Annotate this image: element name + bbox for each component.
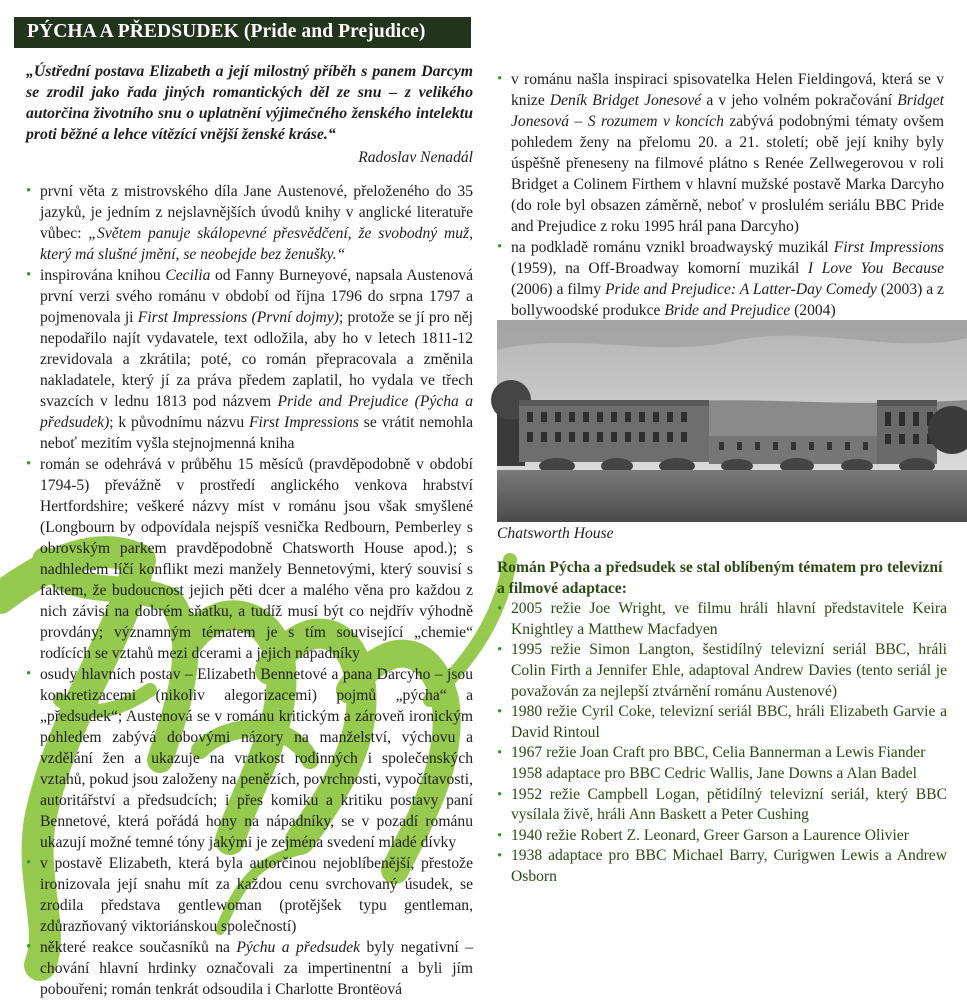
list-item bbox=[26, 181, 473, 265]
page-title: PÝCHA A PŘEDSUDEK (Pride and Prejudice) bbox=[14, 17, 471, 48]
right-bullet-list bbox=[497, 69, 944, 321]
text-italic: „Světem panuje skálopevné přesvědčení, že svobodný muž, který má slušné jmění, se neobejde bez ženušky.“ bbox=[40, 225, 473, 263]
text: (2004) bbox=[790, 302, 836, 319]
intro-quote: „Ústřední postava Elizabeth a její milostný příběh s panem Darcym se zrodil jako řada jiných romantických děl ze snu – z velikého autorčina životního snu o uplatnění výjimečného ženského intelektu proti běžné a lehce vítězící vnější ženské kráse.“ bbox=[26, 63, 473, 143]
text: v postavě Elizabeth, která byla autorčinou nejoblíbenější, přestože ironizovala její snahu mít za každou cenu svrchovaný úsudek, se zrodila představa gentlewoman (protějšek typu gentleman, zdůrazňovaný viktoriánskou společností) bbox=[40, 855, 473, 935]
text: zabývá podobnými tématy ovšem pohledem ženy na přelomu 20. a 21. století; obě její knihy byly úspěšně přeneseny na filmové plátno s Renée Zellwegerovou v roli Bridget a Colinem Firthem v hlavní mužské postavě Marka Darcyho (do role byl obsazen záměrně, neboť v proslulém seriálu BBC Pride and Prejudice z roku 1995 hrál pana Darcyho) bbox=[511, 113, 945, 235]
text: některé reakce současníků na bbox=[40, 939, 237, 956]
list-item: • 1938 adaptace pro BBC Michael Barry, Curigwen Lewis a Andrew Osborn bbox=[497, 846, 947, 887]
list-item bbox=[26, 937, 473, 1000]
text: (2006) a filmy bbox=[511, 281, 605, 298]
photo-caption: Chatsworth House bbox=[497, 525, 614, 542]
text: od Fanny Burneyové, napsala Austenová první verzi svého románu v období od října 1796 do srpna 1797 a pojmenovala ji bbox=[40, 267, 473, 326]
text: (2003) a z bollywoodské produkce bbox=[511, 281, 944, 319]
list-item bbox=[26, 853, 473, 937]
text: román se odehrává v průběhu 15 měsíců (pravděpodobně v období 1794-5) převážně v prostředí anglického venkova hrabství Hertfordshire; veškeré názvy míst v románu jsou však smyšlené (Longbourn by odpovídala nejspíš vesnička Redbourn, Pemberley s obrovským parkem pravděpodobně Chatsworth House apod.); s nadhledem líčí konflikt mezi manžely Bennetovými, který souvisí s faktem, že budoucnost jejich pěti dcer a malého věna pro každou z nich závisí na dobrém sňatku, a tudíž musí být co nejdřív výhodně provdány; významným tématem je s tím související „chemie“ rodících se vztahů mezi dcerami a jejich nápadníky bbox=[40, 456, 473, 662]
text: na podkladě románu vznikl broadwayský muzikál bbox=[511, 239, 834, 256]
text: v románu našla inspiraci spisovatelka Helen Fieldingová, která se v knize bbox=[511, 71, 944, 109]
text: inspirována knihou bbox=[40, 267, 166, 284]
list-item: • 1995 režie Simon Langton, šestidílný televizní seriál BBC, hráli Colin Firth a Jennifer Ehle, adaptoval Andrew Davies (tento seriál je považován za nejlepší ztvárnění románu Austenové) bbox=[497, 640, 947, 702]
text: ; k původnímu názvu bbox=[109, 414, 249, 431]
list-item bbox=[26, 265, 473, 454]
text-italic: Bride and Prejudice bbox=[664, 302, 791, 319]
text-italic: Pride and Prejudice (Pýcha a předsudek) bbox=[40, 393, 474, 431]
text-italic: Pride and Prejudice: A Latter-Day Comedy bbox=[605, 281, 877, 298]
adaptations-section bbox=[497, 558, 947, 888]
text-italic: I Love You Because bbox=[807, 260, 944, 277]
text-italic: First Impressions bbox=[248, 414, 359, 431]
text-italic: Bridget Jonesová – S rozumem v koncích bbox=[511, 92, 944, 130]
list-item: 1958 adaptace pro BBC Cedric Wallis, Jane Downs a Alan Badel bbox=[511, 764, 917, 782]
text: a v jeho volném pokračování bbox=[701, 92, 898, 109]
text-italic: First Impressions (První dojmy) bbox=[137, 309, 339, 326]
photo-illustration bbox=[497, 320, 967, 522]
text: první věta z mistrovského díla Jane Austenové, přeloženého do 35 jazyků, je jedním z nejslavnějších úvodů knihy v anglické literatuře vůbec: bbox=[40, 183, 473, 242]
list-item bbox=[497, 237, 944, 321]
chatsworth-house-photo bbox=[497, 320, 967, 522]
list-item: • 1980 režie Cyril Coke, televizní seriál BBC, hráli Elizabeth Garvie a David Rintoul bbox=[497, 702, 947, 743]
quote-author: Radoslav Nenadál bbox=[358, 149, 473, 166]
left-column bbox=[26, 61, 473, 1000]
right-column bbox=[497, 69, 944, 321]
list-item: • 1940 režie Robert Z. Leonard, Greer Garson a Laurence Olivier bbox=[497, 826, 947, 847]
list-item: • 2005 režie Joe Wright, ve filmu hráli hlavní představitele Keira Knightley a Matthew Macfadyen bbox=[497, 599, 947, 640]
list-item bbox=[26, 454, 473, 664]
list-item: • 1967 režie Joan Craft pro BBC, Celia Bannerman a Lewis Fiander bbox=[497, 743, 947, 764]
text: se vrátit nemohla neboť mezitím vyšla stejnojmenná kniha bbox=[40, 414, 473, 452]
text-italic: First Impressions bbox=[833, 239, 944, 256]
text: (1959), na Off-Broadway komorní muzikál bbox=[511, 260, 808, 277]
left-bullet-list bbox=[26, 181, 473, 1000]
adaptations-heading: Román Pýcha a předsudek se stal oblíbeným tématem pro televizní a filmové adaptace: bbox=[497, 559, 943, 597]
text: byly negativní – chování hlavní hrdinky označovali za impertinentní a byli jím pobouřeni; román tenkrát odsoudila i Charlotte Brontëová bbox=[40, 939, 473, 998]
text-italic: Cecilia bbox=[165, 267, 211, 284]
list-item: • 1952 režie Campbell Logan, pětidílný televizní seriál, který BBC vysílala živě, hráli Ann Baskett a Peter Cushing bbox=[497, 785, 947, 826]
list-item bbox=[26, 664, 473, 853]
list-item bbox=[497, 69, 944, 237]
adaptations-list bbox=[497, 599, 947, 887]
text: ; protože se jí pro něj nepodařilo najít vydavatele, text odložila, aby ho v letech 1811-12 zrevidovala a zkrátila; poté, co román přepracovala a změnila nakladatele, který jí za práva předem zaplatil, ho vydala ve třech svazcích v lednu 1813 pod názvem bbox=[40, 309, 473, 410]
text-italic: Deník Bridget Jonesové bbox=[549, 92, 702, 109]
text-italic: Pýchu a předsudek bbox=[236, 939, 361, 956]
text: osudy hlavních postav – Elizabeth Bennetové a pana Darcyho – jsou konkretizacemi (nikoliv alegorizacemi) pojmů „pýcha“ a „předsudek“; Austenová se v románu kritickým a zároveň ironickým pohledem zabývá dobovými názory na manželství, výchovu a vzdělání žen a ukazuje na vratkost rodinných i společenských vztahů, pokud jsou založeny na penězích, povrchnosti, vypočítavosti, autoritářství a předsudcích; i přes komiku a kritiku postavy paní Bennetové, která pořádá hony na nápadníky, se v pozadí románu ukazují možné temné tóny jakými je zejména svedení mladé dívky bbox=[40, 666, 473, 851]
